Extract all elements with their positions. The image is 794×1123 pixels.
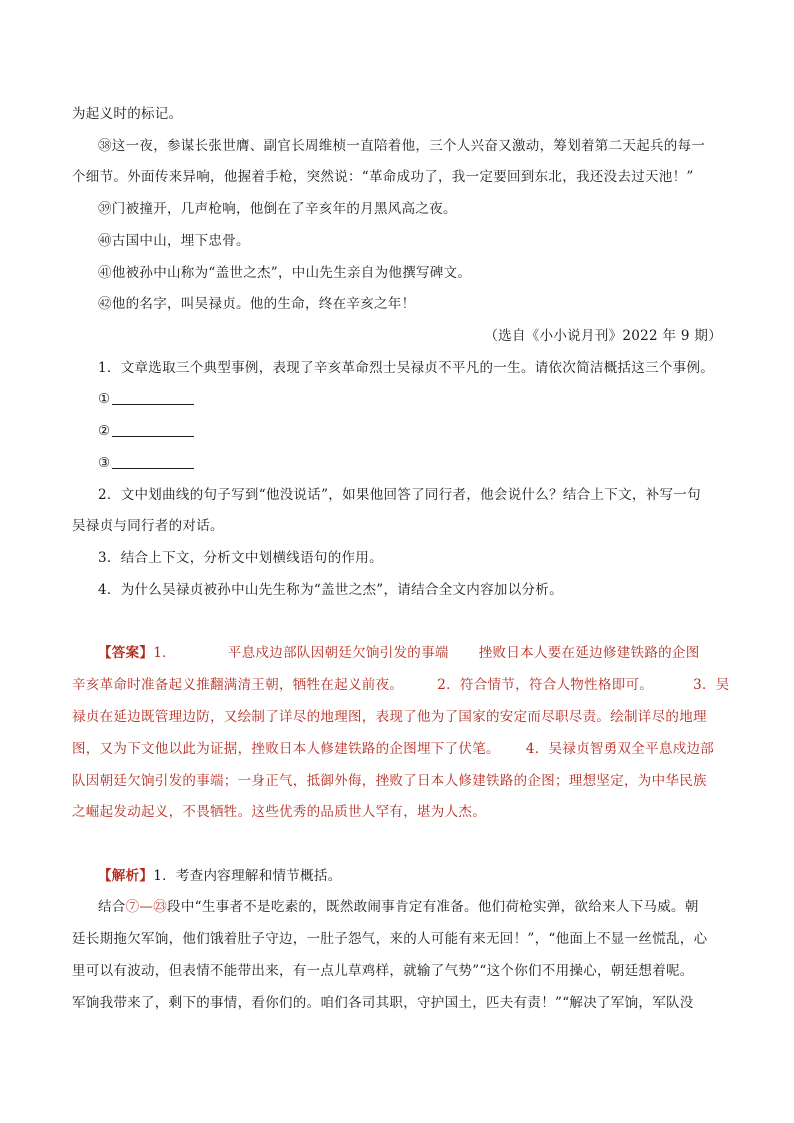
story-line: 个细节。外面传来异响，他握着手枪，突然说：“革命成功了，我一定要回到东北，我还没去过天池！”: [72, 169, 694, 185]
story-line: 为起义时的标记。: [72, 106, 183, 122]
answer-blank-1: [98, 390, 732, 408]
analysis-line: [98, 898, 732, 916]
analysis-line: 军饷我带来了，剩下的事情，看你们的。咱们各司其职，守护国土，匹夫有责！”“解决了军饷，军队没: [72, 995, 694, 1011]
question-1: 1．文章选取三个典型事例，表现了辛亥革命烈士吴禄贞不平凡的一生。请依次简洁概括这三个事例。: [98, 360, 715, 376]
question-2: 2．文中划曲线的句子写到“他没说话”，如果他回答了同行者，他会说什么？结合上下文，补写一句: [98, 487, 701, 503]
paragraph-40: ㊵古国中山，埋下忠骨。: [98, 233, 250, 249]
paragraph-reference: ⑦—㉓: [125, 899, 168, 915]
blank-line: [112, 403, 194, 405]
answer-text: 平息戍边部队因朝廷欠饷引发的事端: [227, 645, 449, 661]
answer-line: 队因朝廷欠饷引发的事端；一身正气，抵御外侮，挫败了日本人修建铁路的企图；理想坚定，为中华民族: [72, 773, 707, 789]
paragraph-38: ㊳这一夜，参谋长张世膺、副官长周维桢一直陪着他，三个人兴奋又激动，筹划着第二天起兵的每一: [98, 138, 706, 154]
analysis-line: 廷长期拖欠军饷，他们饿着肚子守边，一肚子怨气，来的人可能有来无回！”，“他面上不显一丝慌乱，心: [72, 931, 708, 947]
answer-blank-3: [98, 454, 732, 472]
answer-line: 禄贞在延边既管理边防，又绘制了详尽的地理图，表现了他为了国家的安定而尽职尽责。绘制详尽的地理: [72, 709, 707, 725]
answer-line: [98, 644, 732, 662]
question-2-cont: 吴禄贞与同行者的对话。: [72, 518, 224, 534]
answer-line: [72, 676, 732, 694]
answer-line: 之崛起发动起义，不畏牺牲。这些优秀的品质世人罕有，堪为人杰。: [72, 804, 486, 820]
paragraph-42: ㊷他的名字，叫吴禄贞。他的生命，终在辛亥之年！: [98, 296, 416, 312]
paragraph-41: ㊶他被孙中山称为“盖世之杰”，中山先生亲自为他撰写碑文。: [98, 265, 472, 281]
answer-text: 1．: [153, 645, 176, 661]
answer-line: [72, 740, 732, 758]
question-3: 3．结合上下文，分析文中划横线语句的作用。: [98, 550, 383, 566]
analysis-text: 段中“生事者不是吃素的，既然敢闹事肯定有准备。他们荷枪实弹，欲给来人下马威。朝: [167, 899, 699, 915]
answer-text: 辛亥革命时准备起义推翻满清王朝，牺牲在起义前夜。: [72, 677, 404, 693]
answer-text: 挫败日本人要在延边修建铁路的企图: [478, 645, 700, 661]
question-4: 4．为什么吴禄贞被孙中山先生称为“盖世之杰”，请结合全文内容加以分析。: [98, 582, 563, 598]
paragraph-39: ㊴门被撞开，几声枪响，他倒在了辛亥年的月黑风高之夜。: [98, 201, 457, 217]
source-citation: （选自《小小说月刊》2022 年 9 期）: [484, 328, 722, 344]
analysis-text: 结合: [98, 899, 126, 915]
blank-marker: ①: [98, 391, 111, 407]
analysis-label: 【解析】: [98, 868, 154, 884]
answer-text: 图，又为下文他以此为证据，挫败日本人修建铁路的企图埋下了伏笔。: [72, 741, 500, 757]
blank-line: [112, 435, 194, 437]
answer-blank-2: [98, 422, 732, 440]
answer-label: 【答案】: [98, 645, 154, 661]
analysis-text: 1．考查内容理解和情节概括。: [153, 868, 342, 884]
blank-marker: ②: [98, 423, 111, 439]
blank-line: [112, 467, 194, 469]
answer-text: 4．吴禄贞智勇双全平息戍边部: [525, 741, 715, 757]
analysis-line: 里可以有波动，但表情不能带出来，有一点儿草鸡样，就输了气势”“这个你们不用操心，朝廷想着呢。: [72, 963, 694, 979]
blank-marker: ③: [98, 455, 111, 471]
answer-text: 2．符合情节，符合人物性格即可。: [437, 677, 654, 693]
analysis-line: [98, 867, 732, 885]
answer-text: 3．吴: [693, 677, 730, 693]
